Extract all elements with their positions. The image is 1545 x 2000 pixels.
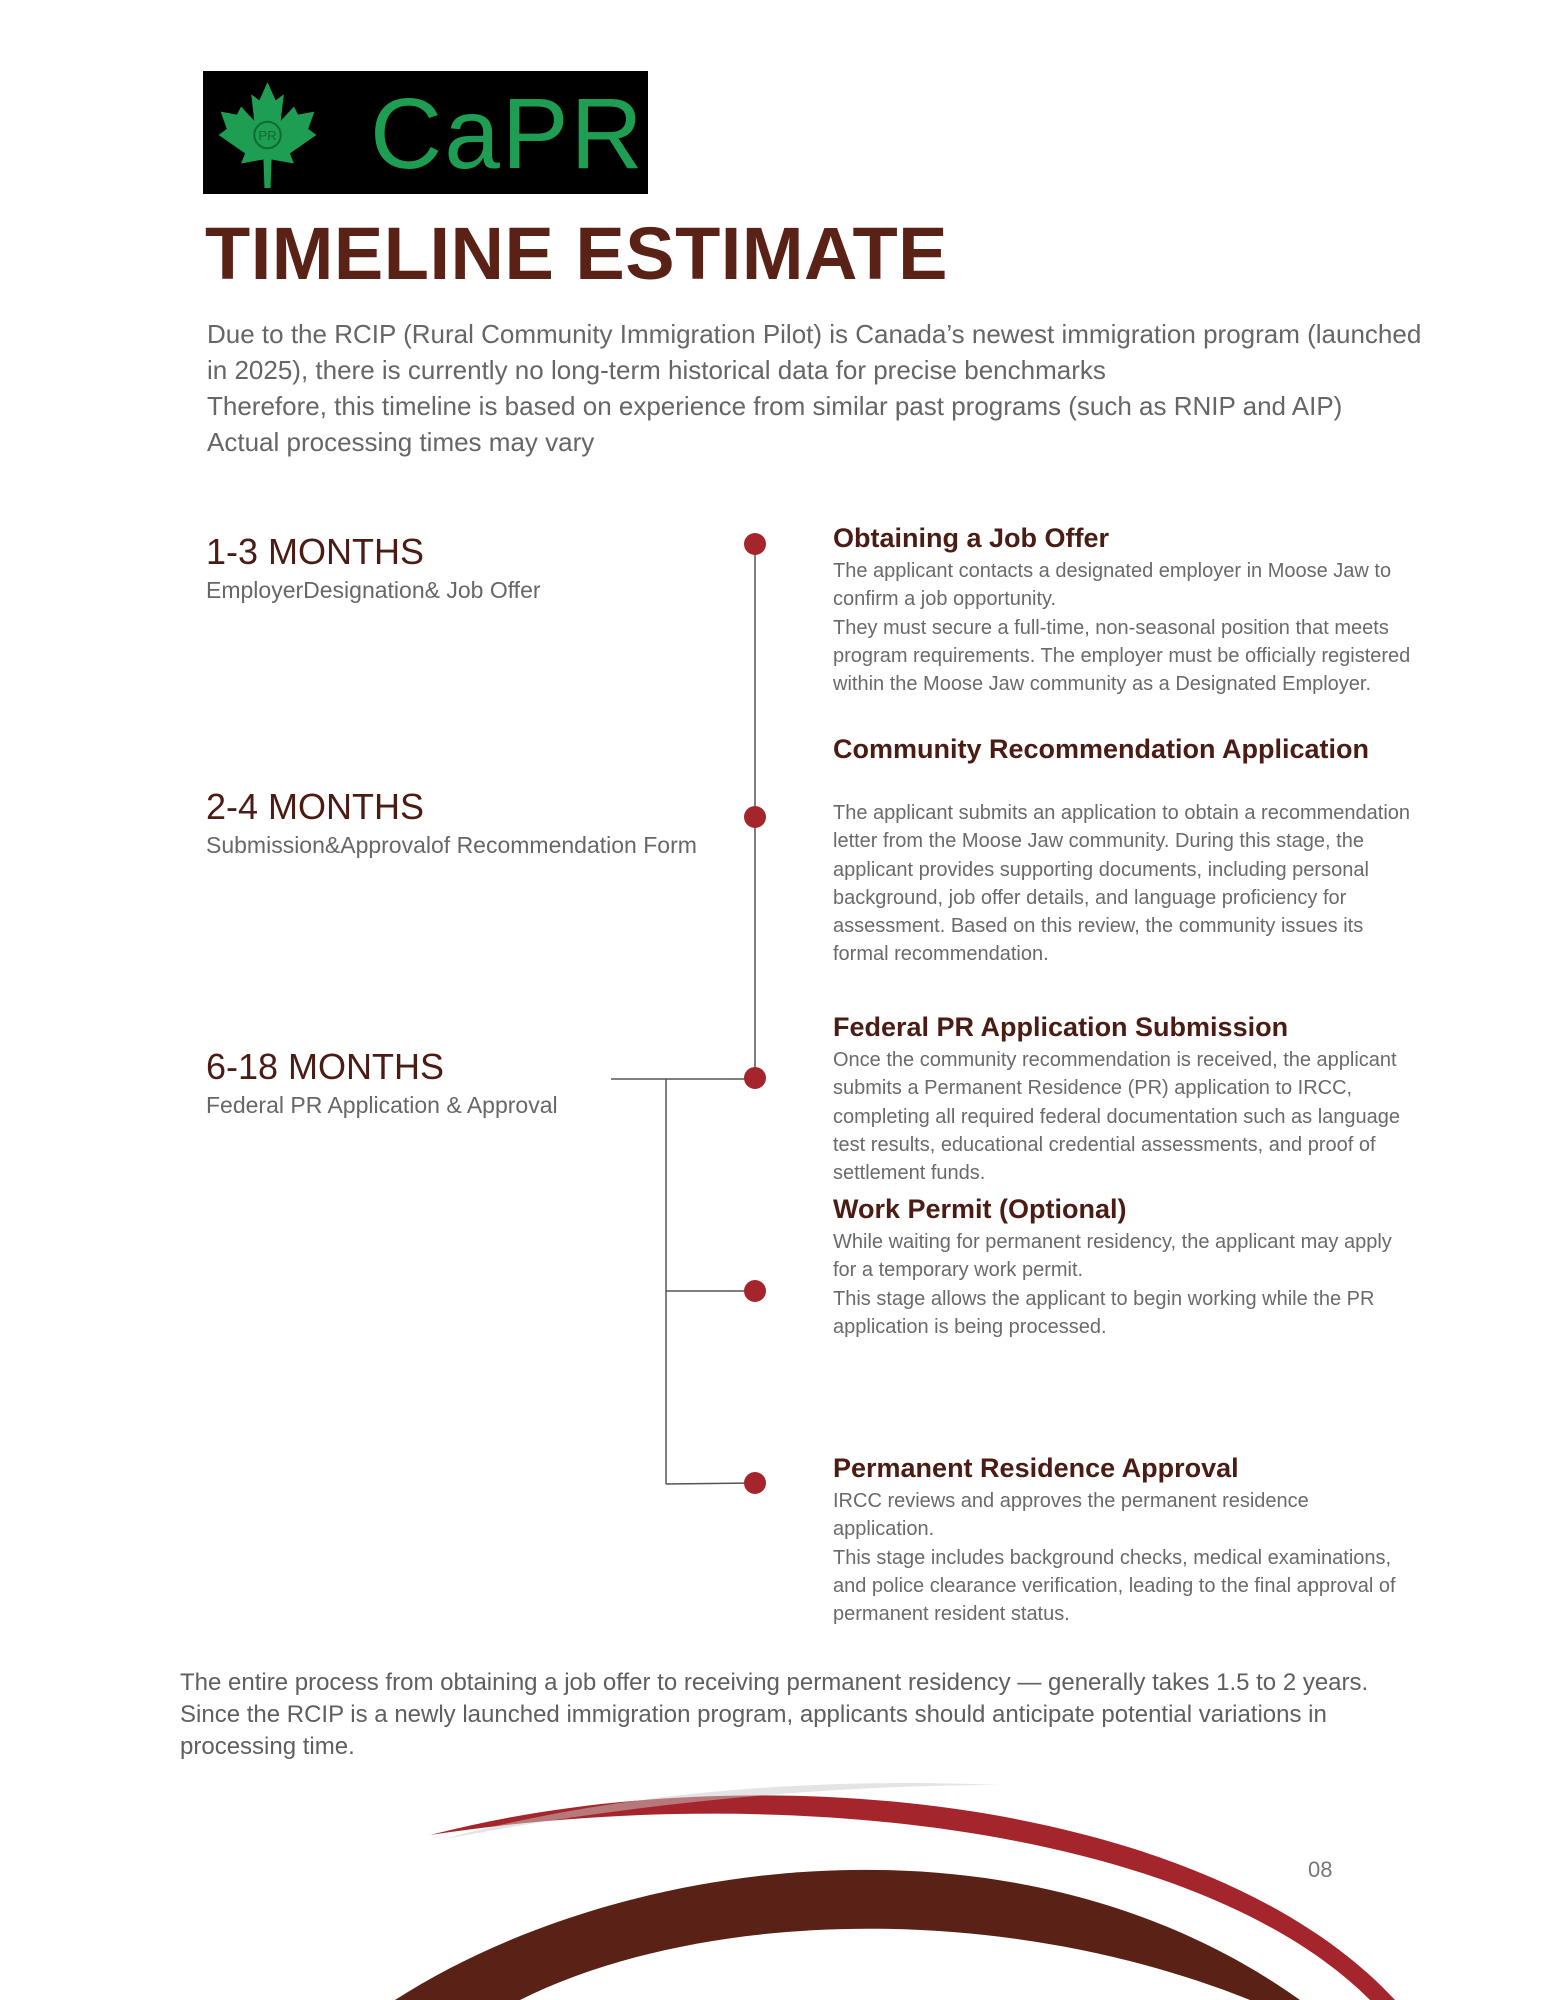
timeline-dot: [744, 533, 766, 555]
intro-paragraph: Due to the RCIP (Rural Community Immigration Pilot) is Canada’s newest immigration program (launched in 2025), there is currently no long-term historical data for precise benchmarks: [207, 319, 1422, 385]
timeline-dot: [744, 1472, 766, 1494]
stage-body: [833, 1487, 1413, 1628]
page-number: 08: [1308, 1857, 1333, 1882]
period-item: [206, 785, 726, 861]
stage-paragraph: This stage allows the applicant to begin working while the PR application is being processed.: [833, 1287, 1375, 1338]
stage-title: Permanent Residence Approval: [833, 1453, 1239, 1483]
stage-federal-pr: [833, 1010, 1413, 1187]
timeline-dot: [744, 806, 766, 828]
stage-job-offer: [833, 521, 1413, 698]
stage-title: Community Recommendation Application: [833, 734, 1370, 764]
stage-body: [833, 557, 1413, 698]
stage-body: [833, 799, 1413, 969]
intro-paragraph: Actual processing times may vary: [207, 427, 595, 457]
period-range: 2-4 MONTHS: [206, 786, 425, 827]
summary-text: [180, 1667, 1380, 1763]
stage-title: Obtaining a Job Offer: [833, 523, 1110, 553]
period-description: EmployerDesignation& Job Offer: [206, 577, 541, 603]
summary-paragraph: Since the RCIP is a newly launched immigration program, applicants should anticipate potential variations in processing time.: [180, 1701, 1327, 1760]
stage-body: [833, 1228, 1413, 1341]
period-item: [206, 1045, 726, 1121]
period-description: Federal PR Application & Approval: [206, 1092, 558, 1118]
stage-paragraph: While waiting for permanent residency, the applicant may apply for a temporary work permit.: [833, 1231, 1392, 1282]
stage-paragraph: The applicant contacts a designated employer in Moose Jaw to confirm a job opportunity.: [833, 560, 1392, 611]
period-range: 6-18 MONTHS: [206, 1046, 445, 1087]
summary-paragraph: The entire process from obtaining a job offer to receiving permanent residency — generally takes 1.5 to 2 years.: [180, 1669, 1369, 1696]
stage-paragraph: Once the community recommendation is received, the applicant submits a Permanent Residence (PR) application to IRCC, completing all required federal documentation such as language test results, educational credential assessments, and proof of settlement funds.: [833, 1049, 1401, 1185]
timeline-dot: [744, 1280, 766, 1302]
stage-body: [833, 1046, 1413, 1187]
stage-title: Work Permit (Optional): [833, 1194, 1127, 1224]
stage-pr-approval: [833, 1451, 1413, 1628]
stage-paragraph: They must secure a full-time, non-seasonal position that meets program requirements. The employer must be officially registered within the Moose Jaw community as a Designated Employer.: [833, 616, 1411, 696]
stage-title: Federal PR Application Submission: [833, 1012, 1289, 1042]
timeline-branch-bottom: [666, 1483, 755, 1484]
stage-work-permit: [833, 1192, 1413, 1341]
period-item: [206, 530, 726, 606]
stage-paragraph: IRCC reviews and approves the permanent residence application.: [833, 1490, 1309, 1541]
intro-paragraph: Therefore, this timeline is based on experience from similar past programs (such as RNIP and AIP): [207, 391, 1343, 421]
period-description: Submission&Approvalof Recommendation Form: [206, 832, 697, 858]
stage-community-recommendation: [833, 732, 1413, 969]
period-range: 1-3 MONTHS: [206, 531, 425, 572]
logo-wordmark: CaPR: [370, 78, 645, 190]
logo-badge: PR: [258, 128, 277, 144]
stage-paragraph: The applicant submits an application to obtain a recommendation letter from the Moose Jaw community. During this stage, the applicant provides supporting documents, including personal background, job offer details, and language proficiency for assessment. Based on this review, the community issues its formal recommendation.: [833, 802, 1411, 966]
page-title: TIMELINE ESTIMATE: [205, 212, 949, 295]
timeline-dot: [744, 1067, 766, 1089]
stage-paragraph: This stage includes background checks, medical examinations, and police clearance verification, leading to the final approval of permanent resident status.: [833, 1546, 1396, 1626]
